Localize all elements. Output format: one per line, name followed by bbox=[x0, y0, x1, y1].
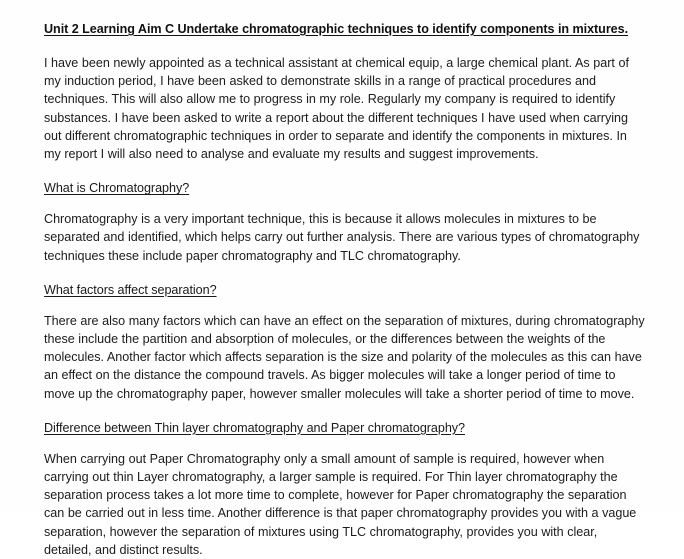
intro-paragraph: I have been newly appointed as a technical assistant at chemical equip, a large chemical plant. As part of my induction period, I have been asked to demonstrate skills in a range of practical procedures and techniques. This will also allow me to progress in my role. Regularly my company is required to identify substances. I have been asked to write a report about the different techniques I have used when carrying out different chromatographic techniques in order to separate and identify the components in mixtures. In my report I will also need to analyse and evaluate my results and suggest improvements. bbox=[44, 56, 629, 162]
spacer bbox=[44, 163, 645, 179]
spacer bbox=[44, 299, 645, 312]
document-title-heading: Unit 2 Learning Aim C Undertake chromatographic techniques to identify components in mixtures. bbox=[44, 22, 629, 36]
section-paragraph-what-factors-affect-separation: There are also many factors which can have an effect on the separation of mixtures, during chromatography these include the partition and absorption of molecules, or the differences between the weights of the molecules. Another factor which affects separation is the size and polarity of the molecules as this can have an effect on the distance the compound travels. As bigger molecules will take a longer period of time to move up the chromatography paper, however smaller molecules will take a shorter period of time to move. bbox=[44, 313, 645, 401]
section-paragraph-what-is-chromatography: Chromatography is a very important technique, this is because it allows molecules in mixtures to be separated and identified, which helps carry out further analysis. There are various types of chromatography techniques these include paper chromatography and TLC chromatography. bbox=[44, 212, 640, 263]
spacer bbox=[44, 403, 645, 419]
section-paragraph-difference-tlc-vs-paper: When carrying out Paper Chromatography only a small amount of sample is required, however when carrying out thin Layer chromatography, a larger sample is required. For Thin layer chromatography the separation process takes a lot more time to complete, however for Paper chromatography the separation can be carried out in less time. Another difference is that paper chromatography provides you with a vague separation, however the separation of mixtures using TLC chromatography, provides you with clear, detailed, and distinct results. bbox=[44, 451, 637, 557]
section-heading-what-is-chromatography: What is Chromatography? bbox=[44, 181, 190, 196]
section-heading-what-factors-affect-separation: What factors affect separation? bbox=[44, 282, 217, 297]
spacer bbox=[44, 437, 645, 450]
document-body bbox=[44, 20, 645, 559]
spacer bbox=[44, 197, 645, 210]
section-heading-difference-tlc-vs-paper: Difference between Thin layer chromatography and Paper chromatography? bbox=[44, 420, 465, 435]
spacer bbox=[44, 40, 645, 54]
spacer bbox=[44, 265, 645, 281]
